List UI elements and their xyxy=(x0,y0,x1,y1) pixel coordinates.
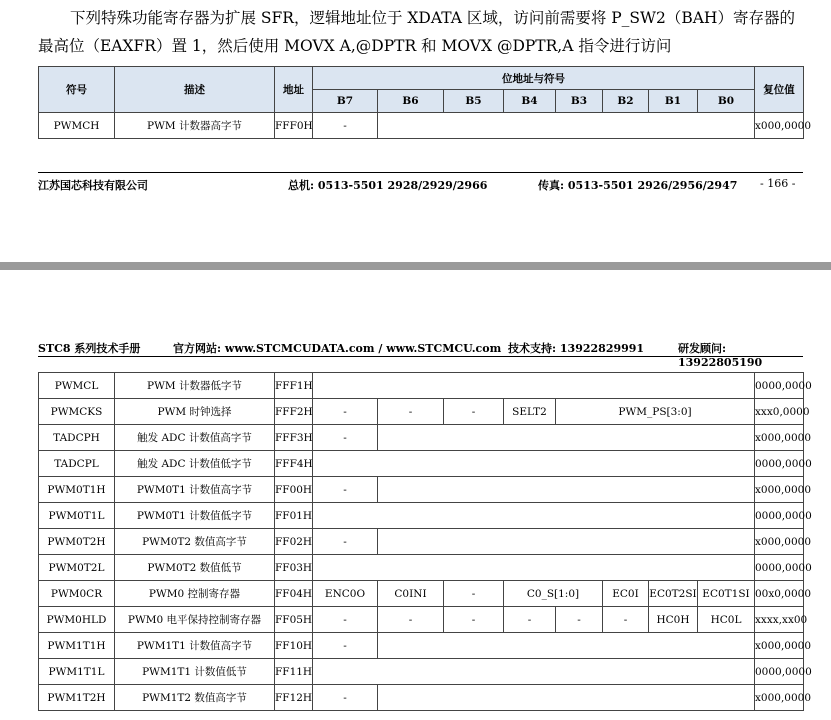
col-reset-header: 复位值 xyxy=(755,67,804,113)
register-reset: x000,0000 xyxy=(755,425,804,451)
table-row xyxy=(39,399,804,425)
register-addr: FFF4H xyxy=(275,451,313,477)
bit-header: B3 xyxy=(556,90,603,113)
register-desc: PWM1T1 计数值低节 xyxy=(115,659,275,685)
footer-fax: 传真: 0513-5501 2926/2956/2947 xyxy=(538,179,738,192)
register-desc: PWM0 电平保持控制寄存器 xyxy=(115,607,275,633)
bit-cell: - xyxy=(444,399,504,425)
register-reset: xxx0,0000 xyxy=(755,399,804,425)
bit-cell: EC0T2SI xyxy=(649,581,698,607)
bit-cell-empty xyxy=(313,555,755,581)
bit-header: B1 xyxy=(649,90,698,113)
bit-cell: - xyxy=(603,607,649,633)
bit-cell: - xyxy=(313,529,378,555)
bit-cell: EC0T1SI xyxy=(698,581,755,607)
register-symbol: PWM0T2L xyxy=(39,555,115,581)
register-desc: PWM1T1 计数值高字节 xyxy=(115,633,275,659)
register-reset: 0000,0000 xyxy=(755,451,804,477)
bit-cell: - xyxy=(378,607,444,633)
register-desc: 触发 ADC 计数值低字节 xyxy=(115,451,275,477)
bit-cell: - xyxy=(313,425,378,451)
bit-field-cell: PWM_PS[3:0] xyxy=(556,399,755,425)
col-symbol-header: 符号 xyxy=(39,67,115,113)
bit-cell: - xyxy=(313,113,378,139)
document-page-1 xyxy=(0,0,831,262)
bit-header: B2 xyxy=(603,90,649,113)
header-manual-title: STC8 系列技术手册 xyxy=(38,342,141,355)
bit-cell-empty xyxy=(313,373,755,399)
register-desc: PWM 计数器高字节 xyxy=(115,113,275,139)
register-symbol: PWM0T1H xyxy=(39,477,115,503)
header-website: 官方网站: www.STCMCUDATA.com / www.STCMCU.com xyxy=(173,342,502,355)
bit-cell: - xyxy=(378,399,444,425)
col-desc-header: 描述 xyxy=(115,67,275,113)
register-desc: PWM0T2 数值高字节 xyxy=(115,529,275,555)
page-footer xyxy=(38,172,803,192)
col-addr-header: 地址 xyxy=(275,67,313,113)
register-addr: FFF3H xyxy=(275,425,313,451)
register-addr: FFF2H xyxy=(275,399,313,425)
bit-cell: - xyxy=(313,607,378,633)
register-reset: 0000,0000 xyxy=(755,373,804,399)
register-reset: 0000,0000 xyxy=(755,659,804,685)
table-row xyxy=(39,607,804,633)
bit-cell-empty xyxy=(313,659,755,685)
bit-cell: - xyxy=(556,607,603,633)
table-row xyxy=(39,659,804,685)
register-table-1 xyxy=(38,66,812,139)
bit-cell: - xyxy=(444,581,504,607)
bit-cell: - xyxy=(313,399,378,425)
register-addr: FF01H xyxy=(275,503,313,529)
register-reset: x000,0000 xyxy=(755,529,804,555)
register-symbol: PWM0CR xyxy=(39,581,115,607)
bit-cell: EC0I xyxy=(603,581,649,607)
register-desc: 触发 ADC 计数值高字节 xyxy=(115,425,275,451)
bit-cell: SELT2 xyxy=(504,399,556,425)
table-header-row xyxy=(39,67,804,90)
bit-cell: HC0H xyxy=(649,607,698,633)
bit-cell-empty xyxy=(378,477,755,503)
bit-cell-empty xyxy=(378,685,755,711)
register-symbol: PWM0T1L xyxy=(39,503,115,529)
table-row xyxy=(39,581,804,607)
bit-cell-empty xyxy=(378,113,755,139)
table-row xyxy=(39,373,804,399)
register-reset: 0000,0000 xyxy=(755,503,804,529)
register-symbol: PWM0T2H xyxy=(39,529,115,555)
register-reset: x000,0000 xyxy=(755,477,804,503)
table-row xyxy=(39,503,804,529)
register-desc: PWM 计数器低字节 xyxy=(115,373,275,399)
bit-cell: C0INI xyxy=(378,581,444,607)
register-addr: FFF1H xyxy=(275,373,313,399)
bit-cell: - xyxy=(313,685,378,711)
footer-phone: 总机: 0513-5501 2928/2929/2966 xyxy=(288,179,488,192)
bit-cell-empty xyxy=(313,451,755,477)
register-symbol: PWM1T2H xyxy=(39,685,115,711)
col-bits-header: 位地址与符号 xyxy=(313,67,755,90)
register-addr: FF03H xyxy=(275,555,313,581)
header-advisor: 研发顾问: 13922805190 xyxy=(678,342,763,369)
register-symbol: PWMCKS xyxy=(39,399,115,425)
register-symbol: TADCPL xyxy=(39,451,115,477)
register-reset: x000,0000 xyxy=(755,113,804,139)
bit-cell: HC0L xyxy=(698,607,755,633)
register-addr: FF10H xyxy=(275,633,313,659)
register-symbol: PWM1T1H xyxy=(39,633,115,659)
register-reset: x000,0000 xyxy=(755,633,804,659)
register-addr: FF11H xyxy=(275,659,313,685)
table-row xyxy=(39,555,804,581)
bit-cell-empty xyxy=(378,529,755,555)
register-addr: FF02H xyxy=(275,529,313,555)
register-addr: FF05H xyxy=(275,607,313,633)
intro-paragraph xyxy=(38,4,808,60)
register-desc: PWM0 控制寄存器 xyxy=(115,581,275,607)
register-symbol: TADCPH xyxy=(39,425,115,451)
register-addr: FF00H xyxy=(275,477,313,503)
register-table-2 xyxy=(38,372,812,711)
bit-cell: ENC0O xyxy=(313,581,378,607)
register-symbol: PWM1T1L xyxy=(39,659,115,685)
register-symbol: PWM0HLD xyxy=(39,607,115,633)
register-desc: PWM0T1 计数值低字节 xyxy=(115,503,275,529)
register-reset: 0000,0000 xyxy=(755,555,804,581)
bit-cell: - xyxy=(504,607,556,633)
intro-text: 下列特殊功能寄存器为扩展 SFR，逻辑地址位于 XDATA 区域，访问前需要将 P_SW2（BAH）寄存器的最高位（EAXFR）置 1，然后使用 MOVX A,@DPTR 和 MOVX @DPTR,A 指令进行访问 xyxy=(38,9,795,55)
bit-cell: - xyxy=(444,607,504,633)
register-symbol: PWMCH xyxy=(39,113,115,139)
table-row xyxy=(39,425,804,451)
bit-header: B6 xyxy=(378,90,444,113)
bit-cell: - xyxy=(313,633,378,659)
register-desc: PWM 时钟选择 xyxy=(115,399,275,425)
register-desc: PWM0T1 计数值高字节 xyxy=(115,477,275,503)
bit-header: B7 xyxy=(313,90,378,113)
bit-header: B5 xyxy=(444,90,504,113)
register-desc: PWM1T2 数值高字节 xyxy=(115,685,275,711)
page-header xyxy=(38,338,803,369)
register-table-2-body xyxy=(39,373,812,711)
bit-cell: - xyxy=(313,477,378,503)
bit-cell-empty xyxy=(378,633,755,659)
register-symbol: PWMCL xyxy=(39,373,115,399)
bit-cell-empty xyxy=(313,503,755,529)
bit-header: B0 xyxy=(698,90,755,113)
footer-page-number: - 166 - xyxy=(760,177,796,190)
bit-cell-empty xyxy=(378,425,755,451)
register-desc: PWM0T2 数值低节 xyxy=(115,555,275,581)
table-row xyxy=(39,113,804,139)
header-support: 技术支持: 13922829991 xyxy=(508,342,645,355)
table-row xyxy=(39,451,804,477)
page-separator xyxy=(0,262,831,270)
table-row xyxy=(39,633,804,659)
register-addr: FF12H xyxy=(275,685,313,711)
register-addr: FFF0H xyxy=(275,113,313,139)
footer-company: 江苏国芯科技有限公司 xyxy=(38,179,148,192)
table-row xyxy=(39,529,804,555)
register-reset: xxxx,xx00 xyxy=(755,607,804,633)
table-row xyxy=(39,685,804,711)
register-reset: x000,0000 xyxy=(755,685,804,711)
register-addr: FF04H xyxy=(275,581,313,607)
document-page-2 xyxy=(0,270,831,720)
register-reset: 00x0,0000 xyxy=(755,581,804,607)
bit-field-cell: C0_S[1:0] xyxy=(504,581,603,607)
table-row xyxy=(39,477,804,503)
bit-header: B4 xyxy=(504,90,556,113)
